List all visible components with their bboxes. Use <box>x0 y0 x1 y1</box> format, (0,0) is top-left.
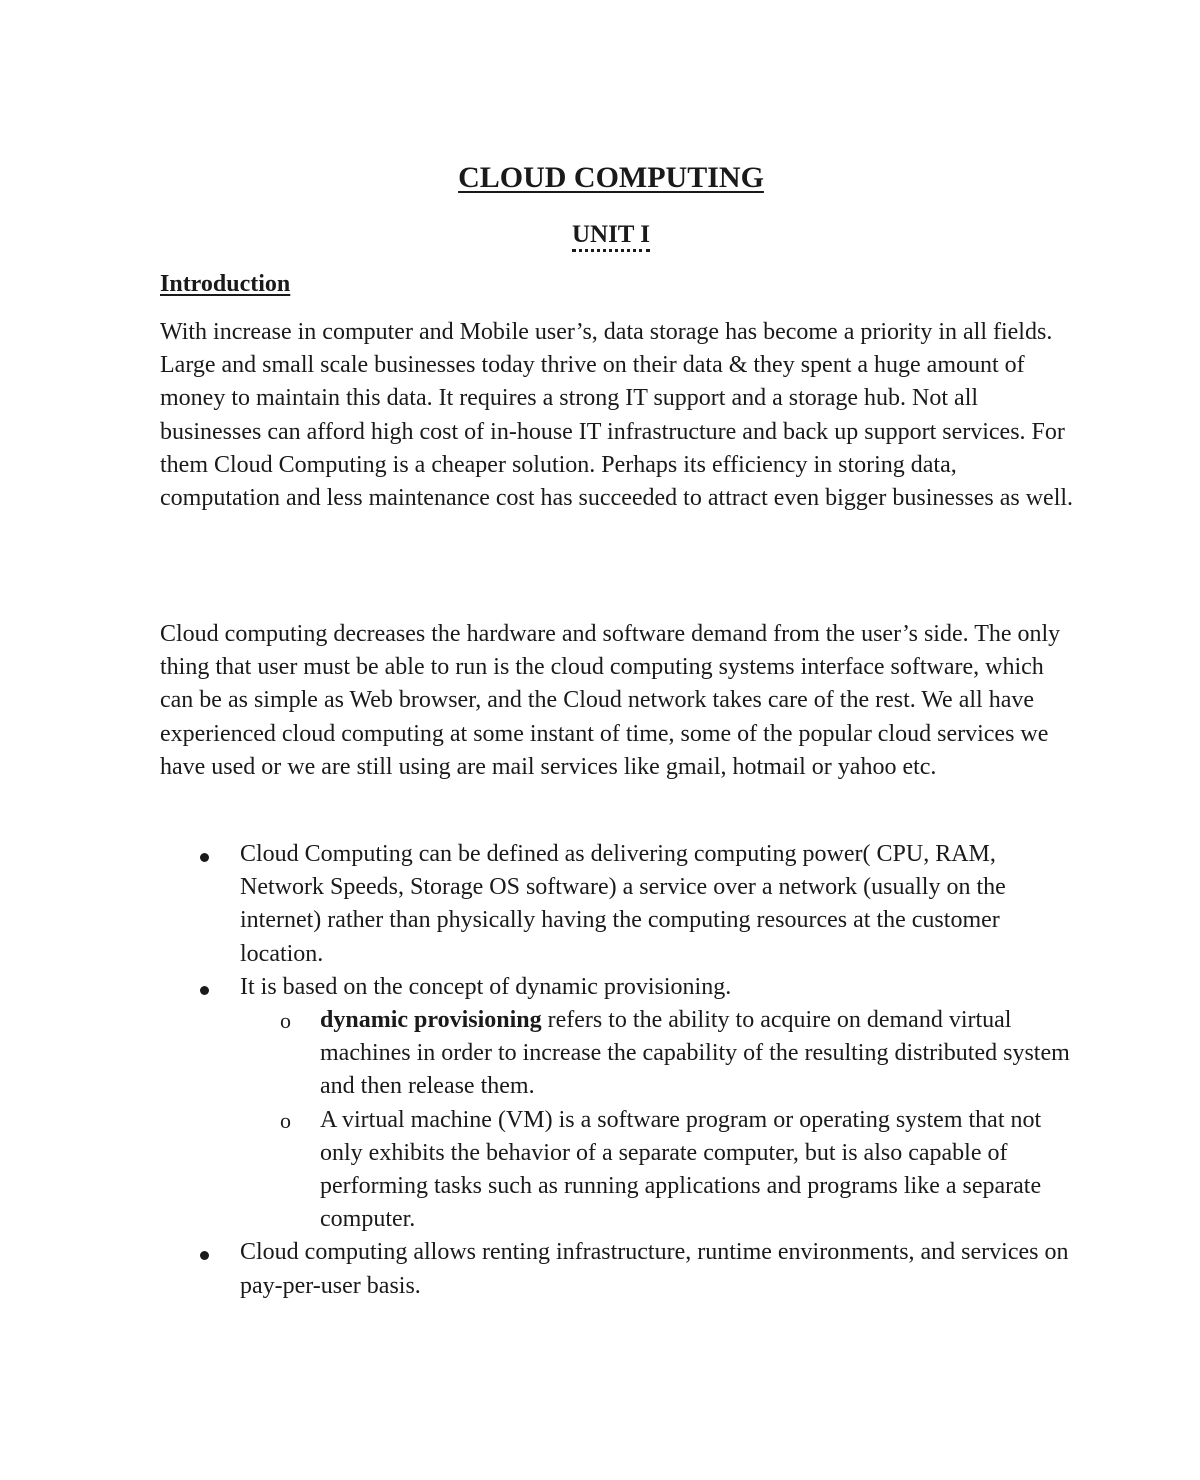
unit-label-text: UNIT I <box>572 221 650 252</box>
section-heading: Introduction <box>160 271 291 297</box>
list-item-text: Cloud Computing can be defined as delivering computing power( CPU, RAM, Network Speeds, Storage OS software) a service over a network (usually on the internet) rather than physically having the computing resources at the customer location. <box>240 841 1006 967</box>
sub-list <box>240 1004 1080 1236</box>
document-title: CLOUD COMPUTING <box>458 161 764 194</box>
bullet-list <box>160 838 1080 1303</box>
intro-paragraph-1: With increase in computer and Mobile user’s, data storage has become a priority in all fields. Large and small scale businesses today thrive on their data & they spent a huge amount of money to maintain this data. It requires a strong IT support and a storage hub. Not all businesses can afford high cost of in-house IT infrastructure and back up support services. For them Cloud Computing is a cheaper solution. Perhaps its efficiency in storing data, computation and less maintenance cost has succeeded to attract even bigger businesses as well. <box>160 319 1074 512</box>
defined-term: dynamic provisioning <box>320 1007 542 1034</box>
unit-label <box>0 218 1200 252</box>
bullet-icon <box>200 853 209 862</box>
sub-list-item <box>240 1004 1080 1104</box>
list-item <box>160 1236 1080 1302</box>
list-item <box>160 838 1080 971</box>
sub-list-item-text: refers to the ability to acquire on demand virtual machines in order to increase the capability of the resulting distributed system and then release them. <box>320 1007 1070 1100</box>
sub-list-item <box>240 1104 1080 1237</box>
circle-bullet-icon: o <box>280 1008 291 1034</box>
sub-list-item-text: A virtual machine (VM) is a software program or operating system that not only exhibits the behavior of a separate computer, but is also capable of performing tasks such as running applications and programs like a separate computer. <box>320 1106 1042 1233</box>
list-item-text: It is based on the concept of dynamic provisioning. <box>240 973 732 1000</box>
list-item <box>160 971 1080 1237</box>
list-item-text: Cloud computing allows renting infrastructure, runtime environments, and services on pay-per-user basis. <box>240 1239 1069 1299</box>
intro-paragraph-2: Cloud computing decreases the hardware and software demand from the user’s side. The only thing that user must be able to run is the cloud computing systems interface software, which can be as simple as Web browser, and the Cloud network takes care of the rest. We all have experienced cloud computing at some instant of time, some of the popular cloud services we have used or we are still using are mail services like gmail, hotmail or yahoo etc. <box>160 621 1061 780</box>
bullet-icon <box>200 1251 209 1260</box>
bullet-icon <box>200 986 209 995</box>
circle-bullet-icon: o <box>280 1107 291 1133</box>
